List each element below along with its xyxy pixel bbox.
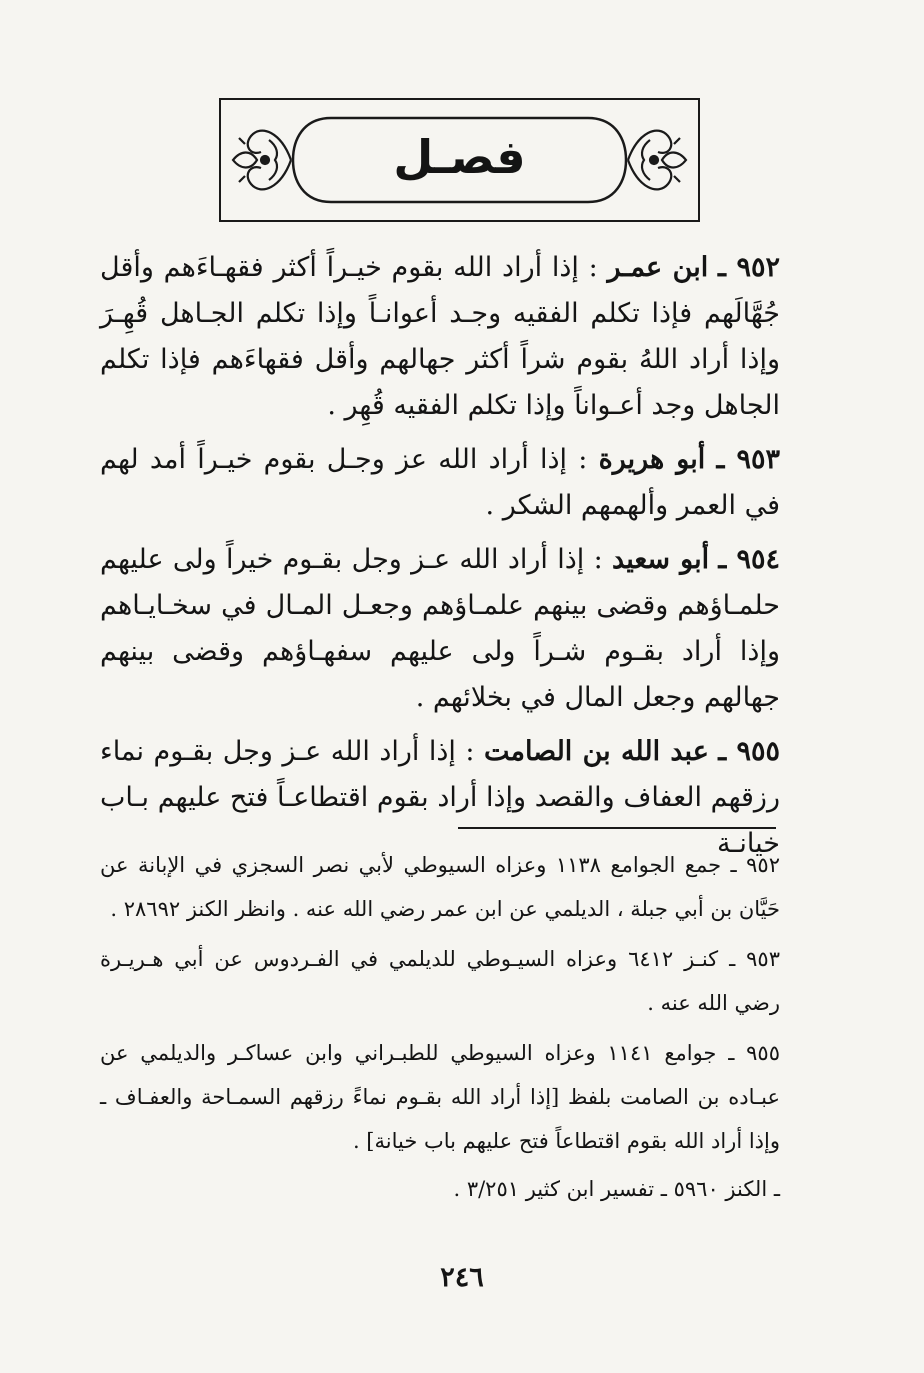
- footnote: ٩٥٣ ـ كنـز ٦٤١٢ وعزاه السيـوطي للديلمي في الفـردوس عن أبي هـريـرة رضي الله عنه .: [100, 947, 780, 1015]
- hadith-number: ٩٥٣ ـ: [716, 444, 781, 475]
- hadith-text: : إذا أراد الله عـز وجل بقـوم نماء رزقهم العفاف والقصد وإذا أراد بقوم اقتطاعـاً فتح عليهم بـاب خيانـة: [100, 736, 780, 859]
- hadith-paragraph: [100, 537, 780, 721]
- hadith-text: : إذا أراد الله بقوم خيـراً أكثر فقهـاءَهم وأقل جُهَّالَهم فإذا تكلم الفقيه وجـد أعوانـاً وإذا تكلم الجـاهل قُهِـرَ وإذا أراد اللهُ بقوم شراً أكثر جهالهم وأقل فقهاءَهم فإذا تكلم الجاهل وجد أعـواناً وإذا تكلم الفقيه قُهِر .: [100, 252, 780, 421]
- hadith-text: : إذا أراد الله عز وجـل بقوم خيـراً أمد لهم في العمر وألهمهم الشكر .: [100, 444, 780, 521]
- hadith-number: ٩٥٤ ـ: [718, 544, 780, 575]
- footnote: ٩٥٢ ـ جمع الجوامع ١١٣٨ وعزاه السيوطي لأبي نصر السجزي في الإبانة عن حَيَّان بن أبي جبلة ، الديلمي عن ابن عمر رضي الله عنه . وانظر الكنز ٢٨٦٩٢ .: [100, 853, 780, 921]
- narrator-name: أبو هريرة: [598, 444, 706, 475]
- section-title: فصـل: [393, 130, 526, 184]
- hadith-text: : إذا أراد الله عـز وجل بقـوم خيراً ولى عليهم حلمـاؤهم وقضى بينهم علمـاؤهم وجعـل المـال في سخـايـاهم وإذا أراد بقـوم شـراً ولى عليهم سفهـاؤهم وقضى بينهم جهالهم وجعل المال في بخلائهم .: [100, 544, 780, 713]
- footnote: ٩٥٥ ـ جوامع ١١٤١ وعزاه السيوطي للطبـراني وابن عساكـر والديلمي عن عبـاده بن الصامت بلفظ [إذا أراد الله بقـوم نماءً رزقهم السمـاحة والعفـاف ـ وإذا أراد الله بقوم اقتطاعاً فتح عليهم باب خيانة] .: [100, 1041, 780, 1153]
- main-text: [100, 245, 780, 875]
- page-number: ٢٤٦: [440, 1262, 484, 1293]
- footnotes: [100, 843, 780, 1209]
- hadith-number: ٩٥٢ ـ: [717, 252, 780, 283]
- hadith-paragraph: [100, 437, 780, 529]
- narrator-name: عبد الله بن الصامت: [483, 736, 709, 767]
- footnote-reference-line: ـ الكنز ٥٩٦٠ ـ تفسير ابن كثير ٣/٢٥١ .: [453, 1177, 780, 1201]
- narrator-name: أبو سعيد: [612, 544, 710, 575]
- footnote-divider: [458, 827, 776, 829]
- narrator-name: ابن عمـر: [607, 252, 709, 283]
- section-header-cartouche: [219, 98, 700, 222]
- hadith-paragraph: [100, 245, 780, 429]
- hadith-number: ٩٥٥ ـ: [718, 736, 780, 767]
